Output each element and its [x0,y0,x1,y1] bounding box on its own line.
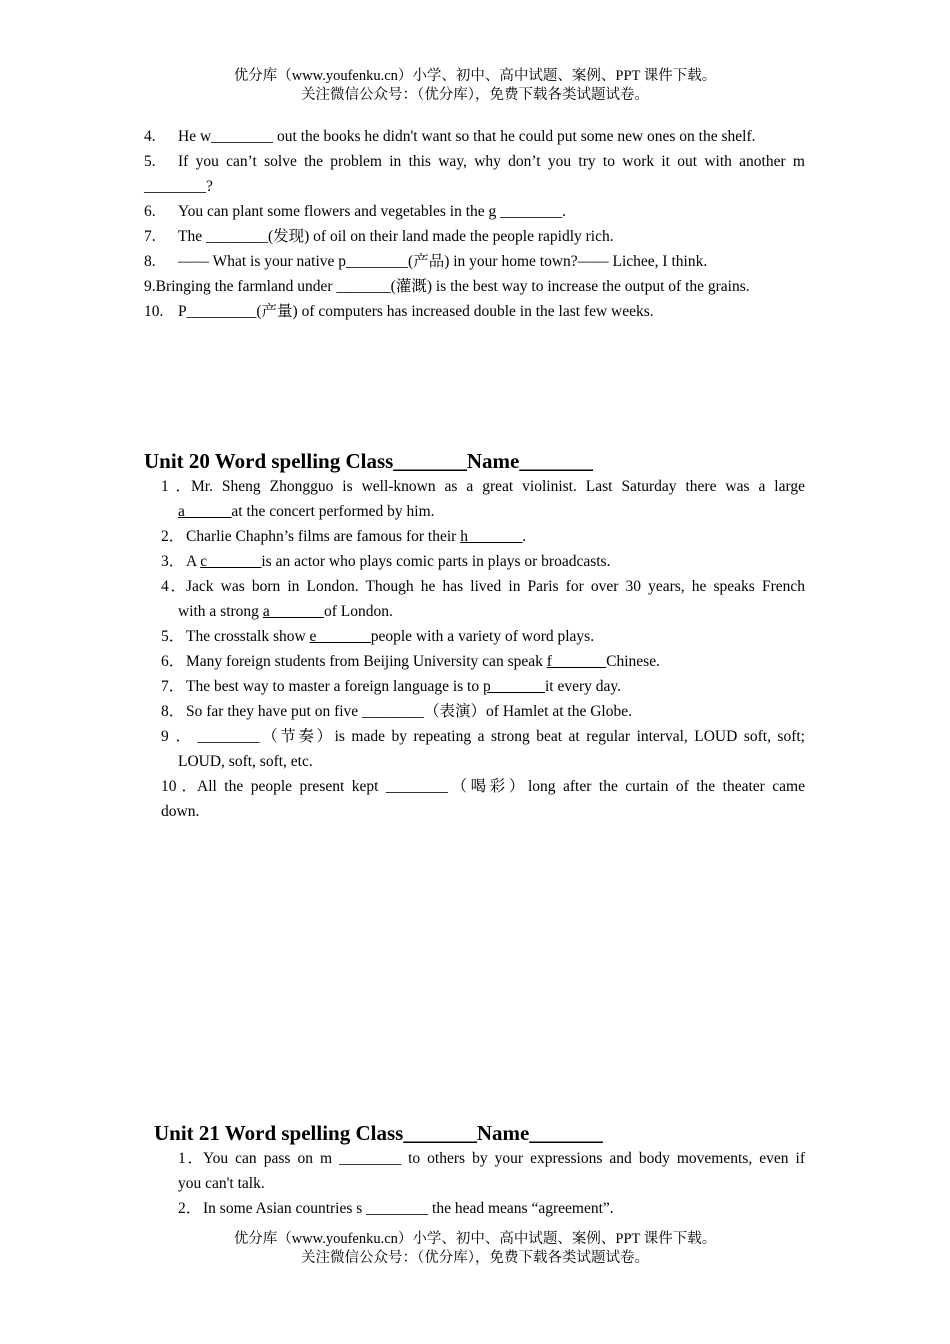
page-footer-line-2: 关注微信公众号：（优分库），免费下载各类试题试卷。 [301,1250,649,1266]
unit20-item-8: 8． So far they have put on five ________（表演）of Hamlet at the Globe. [161,703,632,720]
question-item-7: 7. The ________(发现) of oil on their land made the people rapidly rich. [144,228,614,245]
unit20-item-6: 6． Many foreign students from Beijing University can speak f_______Chinese. [161,653,660,670]
unit20-item-9-continuation: LOUD, soft, soft, etc. [178,753,313,770]
question-item-8: 8. —— What is your native p________(产品) in your home town?—— Lichee, I think. [144,253,708,270]
unit20-item-5: 5． The crosstalk show e_______people with a variety of word plays. [161,628,595,645]
question-item-4: 4. He w________ out the books he didn't want so that he could put some new ones on the shelf. [144,128,756,145]
question-item-9: 9.Bringing the farmland under _______(灌溉) is the best way to increase the output of the grains. [144,278,750,295]
unit20-item-4-continuation: with a strong a_______of London. [178,603,393,620]
unit20-item-9: 9． ________（节奏）is made by repeating a strong beat at regular interval, LOUD soft, soft; [161,728,805,745]
unit20-item-4: 4．Jack was born in London. Though he has lived in Paris for over 30 years, he speaks French [161,578,805,595]
page-footer-line-1: 优分库（www.youfenku.cn）小学、初中、高中试题、案例、PPT 课件下载。 [233,1231,717,1247]
unit20-item-3: 3． A c_______is an actor who plays comic parts in plays or broadcasts. [161,553,611,570]
unit21-item-1-continuation: you can't talk. [178,1175,265,1192]
unit20-item-2: 2． Charlie Chaphn’s films are famous for their h_______. [161,528,527,545]
unit20-item-1-continuation: a______at the concert performed by him. [178,503,435,520]
question-item-10: 10. P_________(产量) of computers has increased double in the last few weeks. [144,303,654,320]
page-header-line-1: 优分库（www.youfenku.cn）小学、初中、高中试题、案例、PPT 课件下载。 [233,68,717,84]
unit-21-title: Unit 21 Word spelling Class_______Name_______ [154,1121,603,1145]
question-item-6: 6. You can plant some flowers and vegetables in the g ________. [144,203,567,220]
unit20-item-10: 10．All the people present kept ________（喝彩）long after the curtain of the theater came [161,778,805,795]
unit20-item-10-continuation: down. [161,803,200,820]
unit20-item-1: 1．Mr. Sheng Zhongguo is well-known as a great violinist. Last Saturday there was a large [161,478,805,495]
unit21-item-2: 2． In some Asian countries s ________ the head means “agreement”. [178,1200,614,1217]
unit21-item-1: 1．You can pass on m ________ to others by your expressions and body movements, even if [178,1150,805,1167]
question-item-5-continuation: ________? [144,178,213,195]
unit20-item-7: 7． The best way to master a foreign language is to p_______it every day. [161,678,622,695]
unit-20-title: Unit 20 Word spelling Class_______Name_______ [144,449,593,473]
question-item-5: 5. If you can’t solve the problem in this way, why don’t you try to work it out with another m [144,153,805,170]
page-header-line-2: 关注微信公众号：（优分库），免费下载各类试题试卷。 [301,87,649,103]
